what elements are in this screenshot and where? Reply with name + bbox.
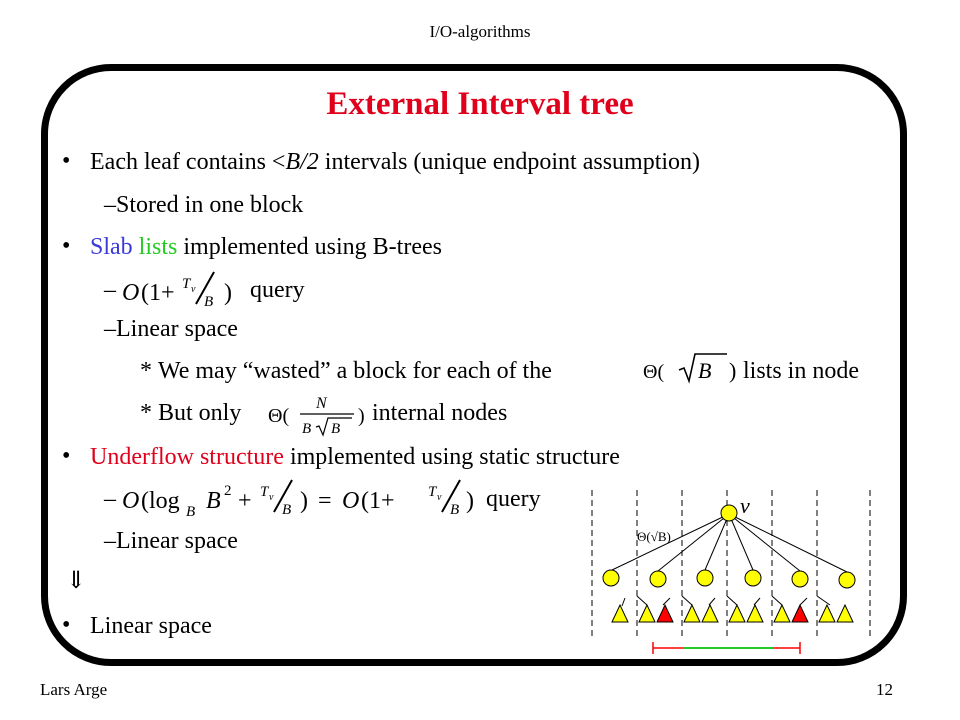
svg-text:N: N [316,395,327,412]
svg-text:B: B [282,502,292,518]
bullet-1-post: intervals (unique endpoint assumption) [318,149,701,175]
bullet-2-sub2: –Linear space [104,316,238,342]
underflow-word: Underflow structure [90,444,284,470]
bullet-3-sub1: – [104,486,116,512]
svg-text:Θ(: Θ( [268,405,290,427]
leaf-arrows [622,596,830,606]
svg-text:): ) [224,280,232,306]
footer-page-number: 12 [876,680,893,699]
bullet-2-star1-post: lists in node [743,358,860,384]
svg-text:v: v [191,284,196,295]
formula-underflow-query [120,470,482,522]
node-label-v: v [740,493,750,518]
bullet-2-star2-post: internal nodes [372,400,508,426]
svg-text:(1+: (1+ [361,488,395,514]
slab-word: Slab [90,234,133,260]
svg-text:): ) [466,488,474,514]
bullet-2-sub1-text: query [250,277,305,303]
bullet-2-star1: * We may “wasted” a block for each of the [140,358,552,384]
svg-text:): ) [729,358,737,383]
tree-node-v [721,505,737,521]
course-header: I/O-algorithms [429,22,531,41]
svg-text:T: T [428,484,437,500]
bullet-4: Linear space [90,613,212,639]
svg-text:O: O [122,280,140,306]
svg-text:B: B [450,502,460,518]
svg-text:2: 2 [224,483,232,499]
svg-text:+: + [238,488,252,514]
bullet-3-sub1-text: query [486,486,541,512]
bullet-marker: • [62,148,71,174]
bullet-2 [90,232,442,262]
implies-arrow: ⇓ [66,568,87,594]
formula-theta-sqrtB [641,348,741,390]
svg-text:O: O [122,488,140,514]
svg-text:T: T [260,484,269,500]
bullet-marker: • [62,443,71,469]
svg-text:(log: (log [141,488,180,514]
bullet-1 [90,147,700,177]
svg-text:B: B [206,488,221,514]
svg-text:=: = [318,488,332,514]
svg-text:): ) [300,488,308,514]
bullet-marker: • [62,233,71,259]
bullet-1-pre: Each leaf contains < [90,149,286,175]
svg-text:Θ(: Θ( [643,361,665,383]
bullet-2-star2: * But only [140,400,242,426]
bullet-1-var: B/2 [285,149,319,175]
interval-tree-diagram [585,488,885,660]
bullet-marker: • [62,612,71,638]
bullet-3 [90,442,620,472]
bullet-3-sub2: –Linear space [104,528,238,554]
bullet-2-post: implemented using B-trees [177,234,442,260]
svg-text:(1+: (1+ [141,280,175,306]
svg-text:B: B [186,504,196,520]
svg-text:v: v [269,492,274,503]
bullet-1-sub: –Stored in one block [104,192,304,218]
bullet-2-sub1: – [104,277,116,303]
svg-text:): ) [358,405,365,427]
footer-author: Lars Arge [40,680,108,699]
query-interval [653,642,800,654]
formula-theta-N [266,388,372,438]
svg-text:T: T [182,276,191,292]
svg-text:v: v [437,492,442,503]
svg-text:O: O [342,488,360,514]
svg-text:B: B [331,421,341,437]
svg-text:B: B [698,358,712,383]
lists-word: lists [138,234,178,260]
svg-text:B: B [302,421,312,437]
formula-query-cost [120,264,248,312]
svg-text:B: B [204,294,214,310]
theta-sqrtB-label: Θ(√B) [637,529,671,544]
slide-title: External Interval tree [326,86,634,122]
bullet-3-post: implemented using static structure [283,444,620,470]
